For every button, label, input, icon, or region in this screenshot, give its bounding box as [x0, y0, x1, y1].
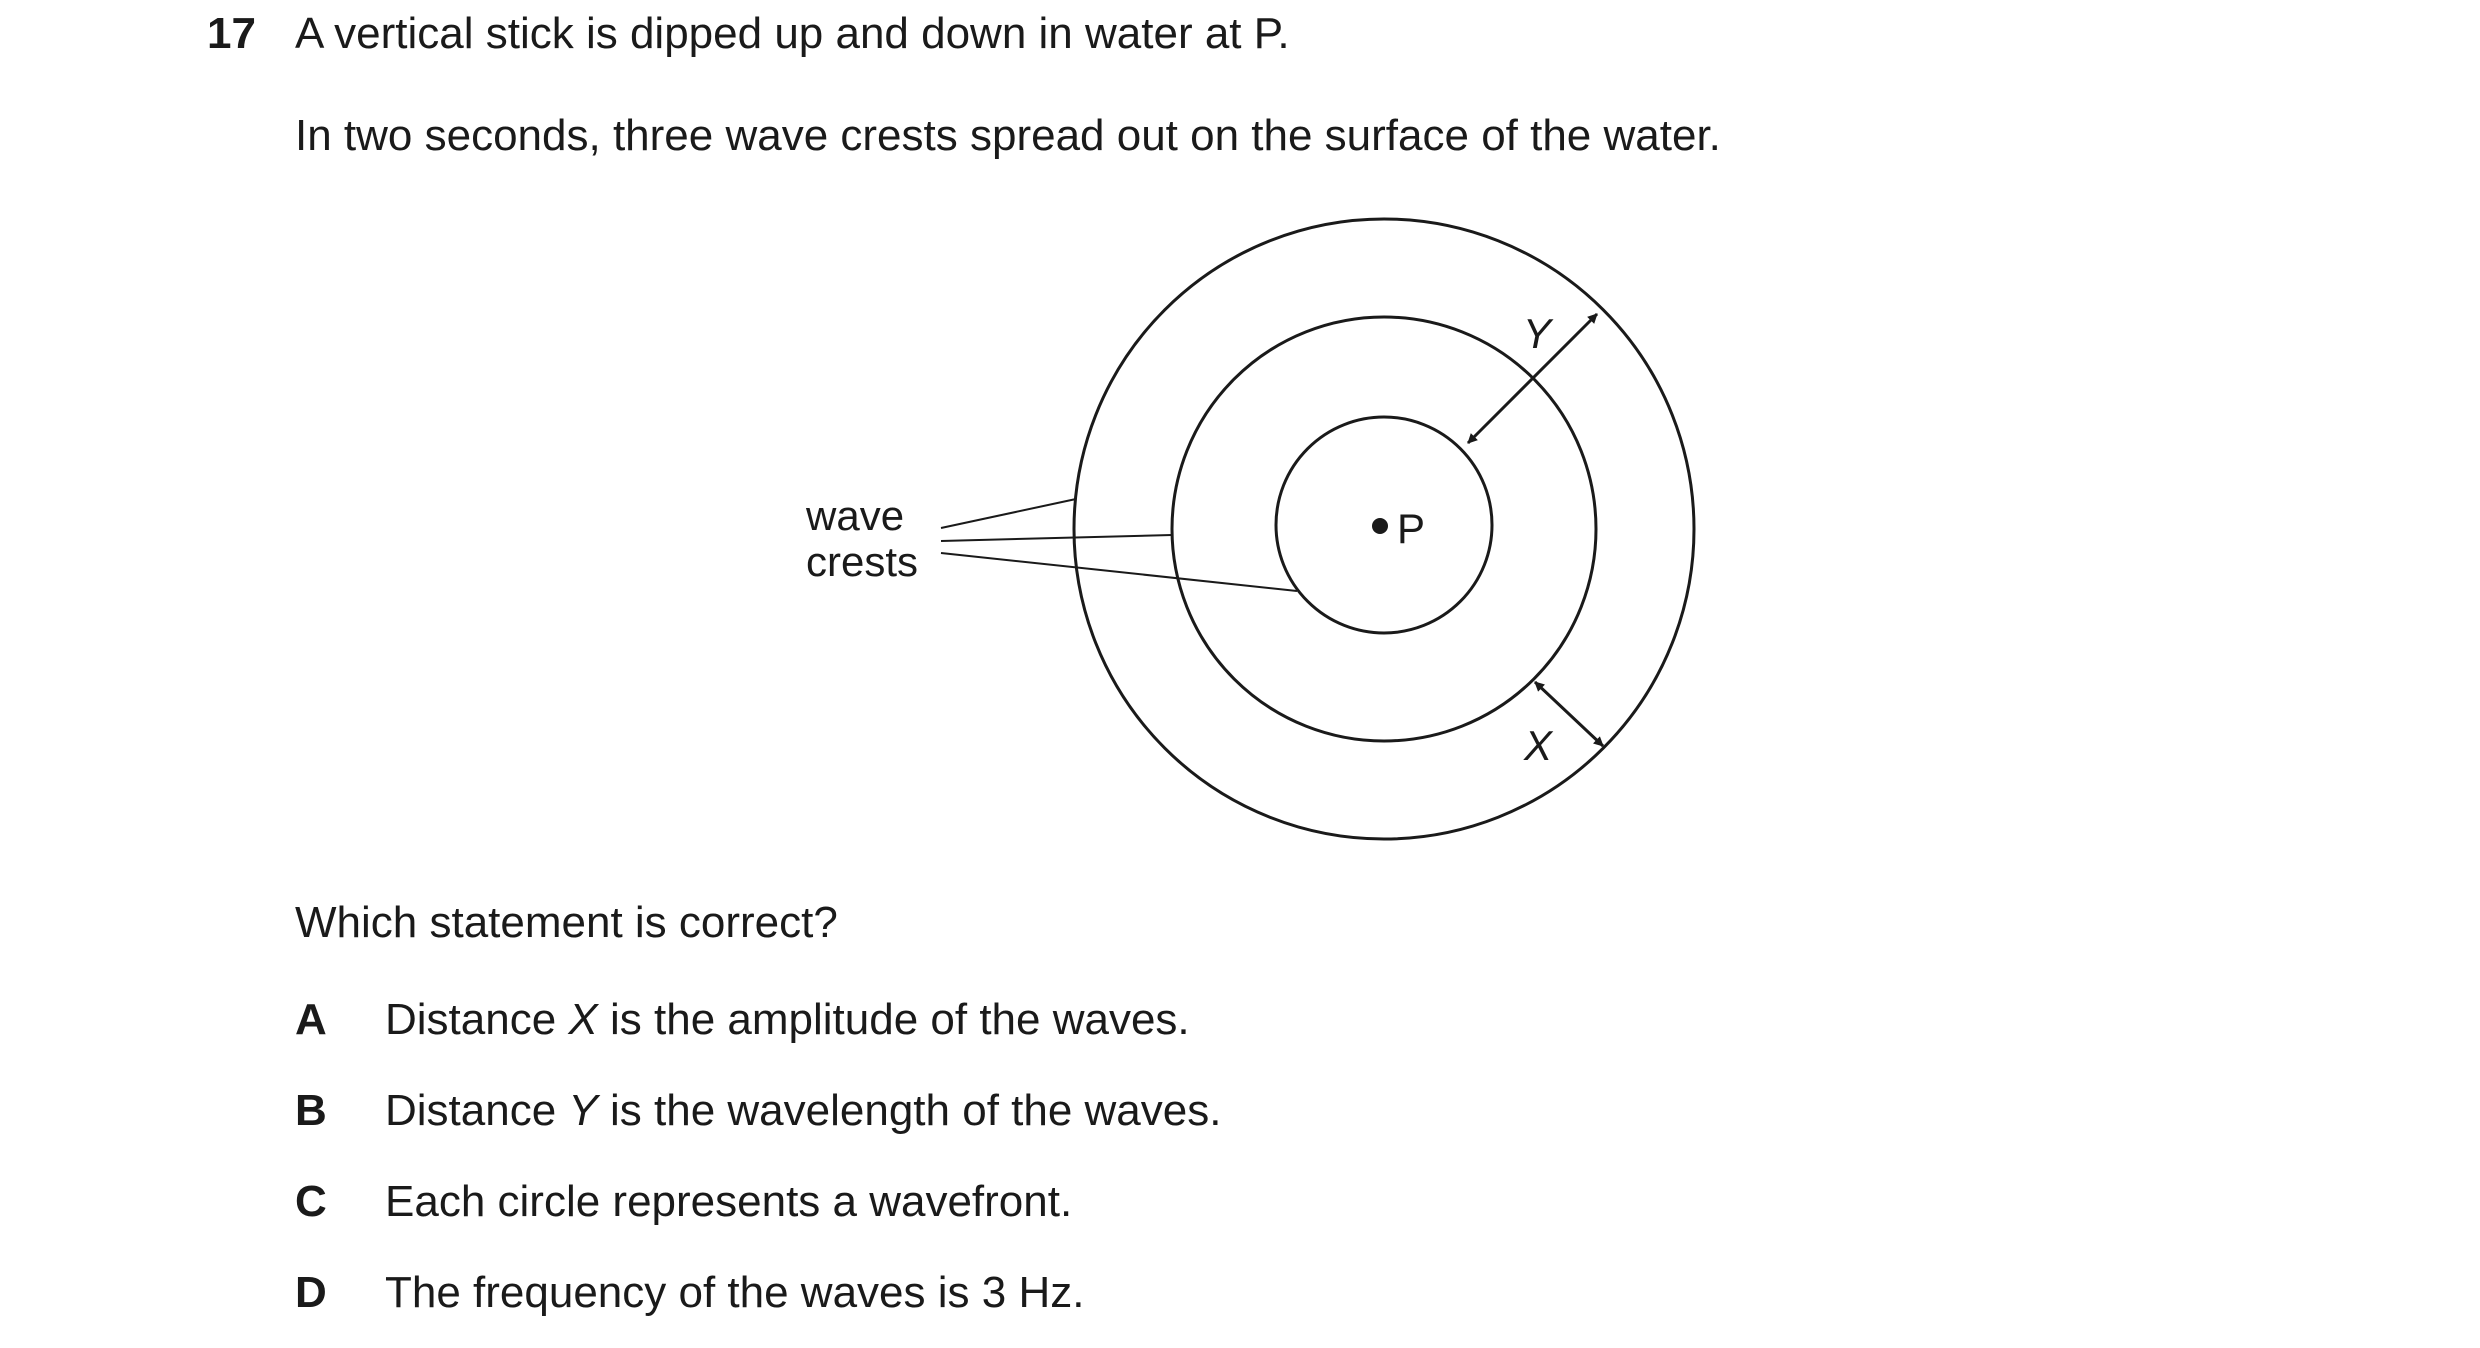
question-stem-line-2: In two seconds, three wave crests spread out on the surface of the water.: [295, 111, 1721, 160]
question-number: 17: [207, 9, 256, 58]
option-c-text: Each circle represents a wavefront.: [385, 1177, 1073, 1226]
option-a-letter: A: [295, 995, 327, 1044]
option-c-letter: C: [295, 1177, 327, 1226]
question-prompt: Which statement is correct?: [295, 898, 838, 947]
source-point-label: P: [1397, 505, 1426, 552]
crest-leader-outer: [941, 499, 1076, 528]
wave-crests-label-line-1: wave: [806, 492, 905, 539]
distance-x-label: X: [1524, 722, 1553, 769]
crest-leader-middle: [941, 535, 1172, 541]
option-a-text: Distance X is the amplitude of the waves.: [385, 995, 1190, 1044]
question-stem-line-1: A vertical stick is dipped up and down in water at P.: [295, 9, 1290, 58]
wave-crests-label-line-2: crests: [806, 538, 919, 585]
source-point-dot: [1372, 518, 1388, 534]
option-d-text: The frequency of the waves is 3 Hz.: [385, 1268, 1085, 1317]
option-b-letter: B: [295, 1086, 327, 1135]
option-b-text: Distance Y is the wavelength of the waves.: [385, 1086, 1222, 1135]
distance-y-label: Y: [1523, 310, 1552, 357]
option-d-letter: D: [295, 1268, 327, 1317]
crest-leader-inner: [941, 553, 1297, 591]
